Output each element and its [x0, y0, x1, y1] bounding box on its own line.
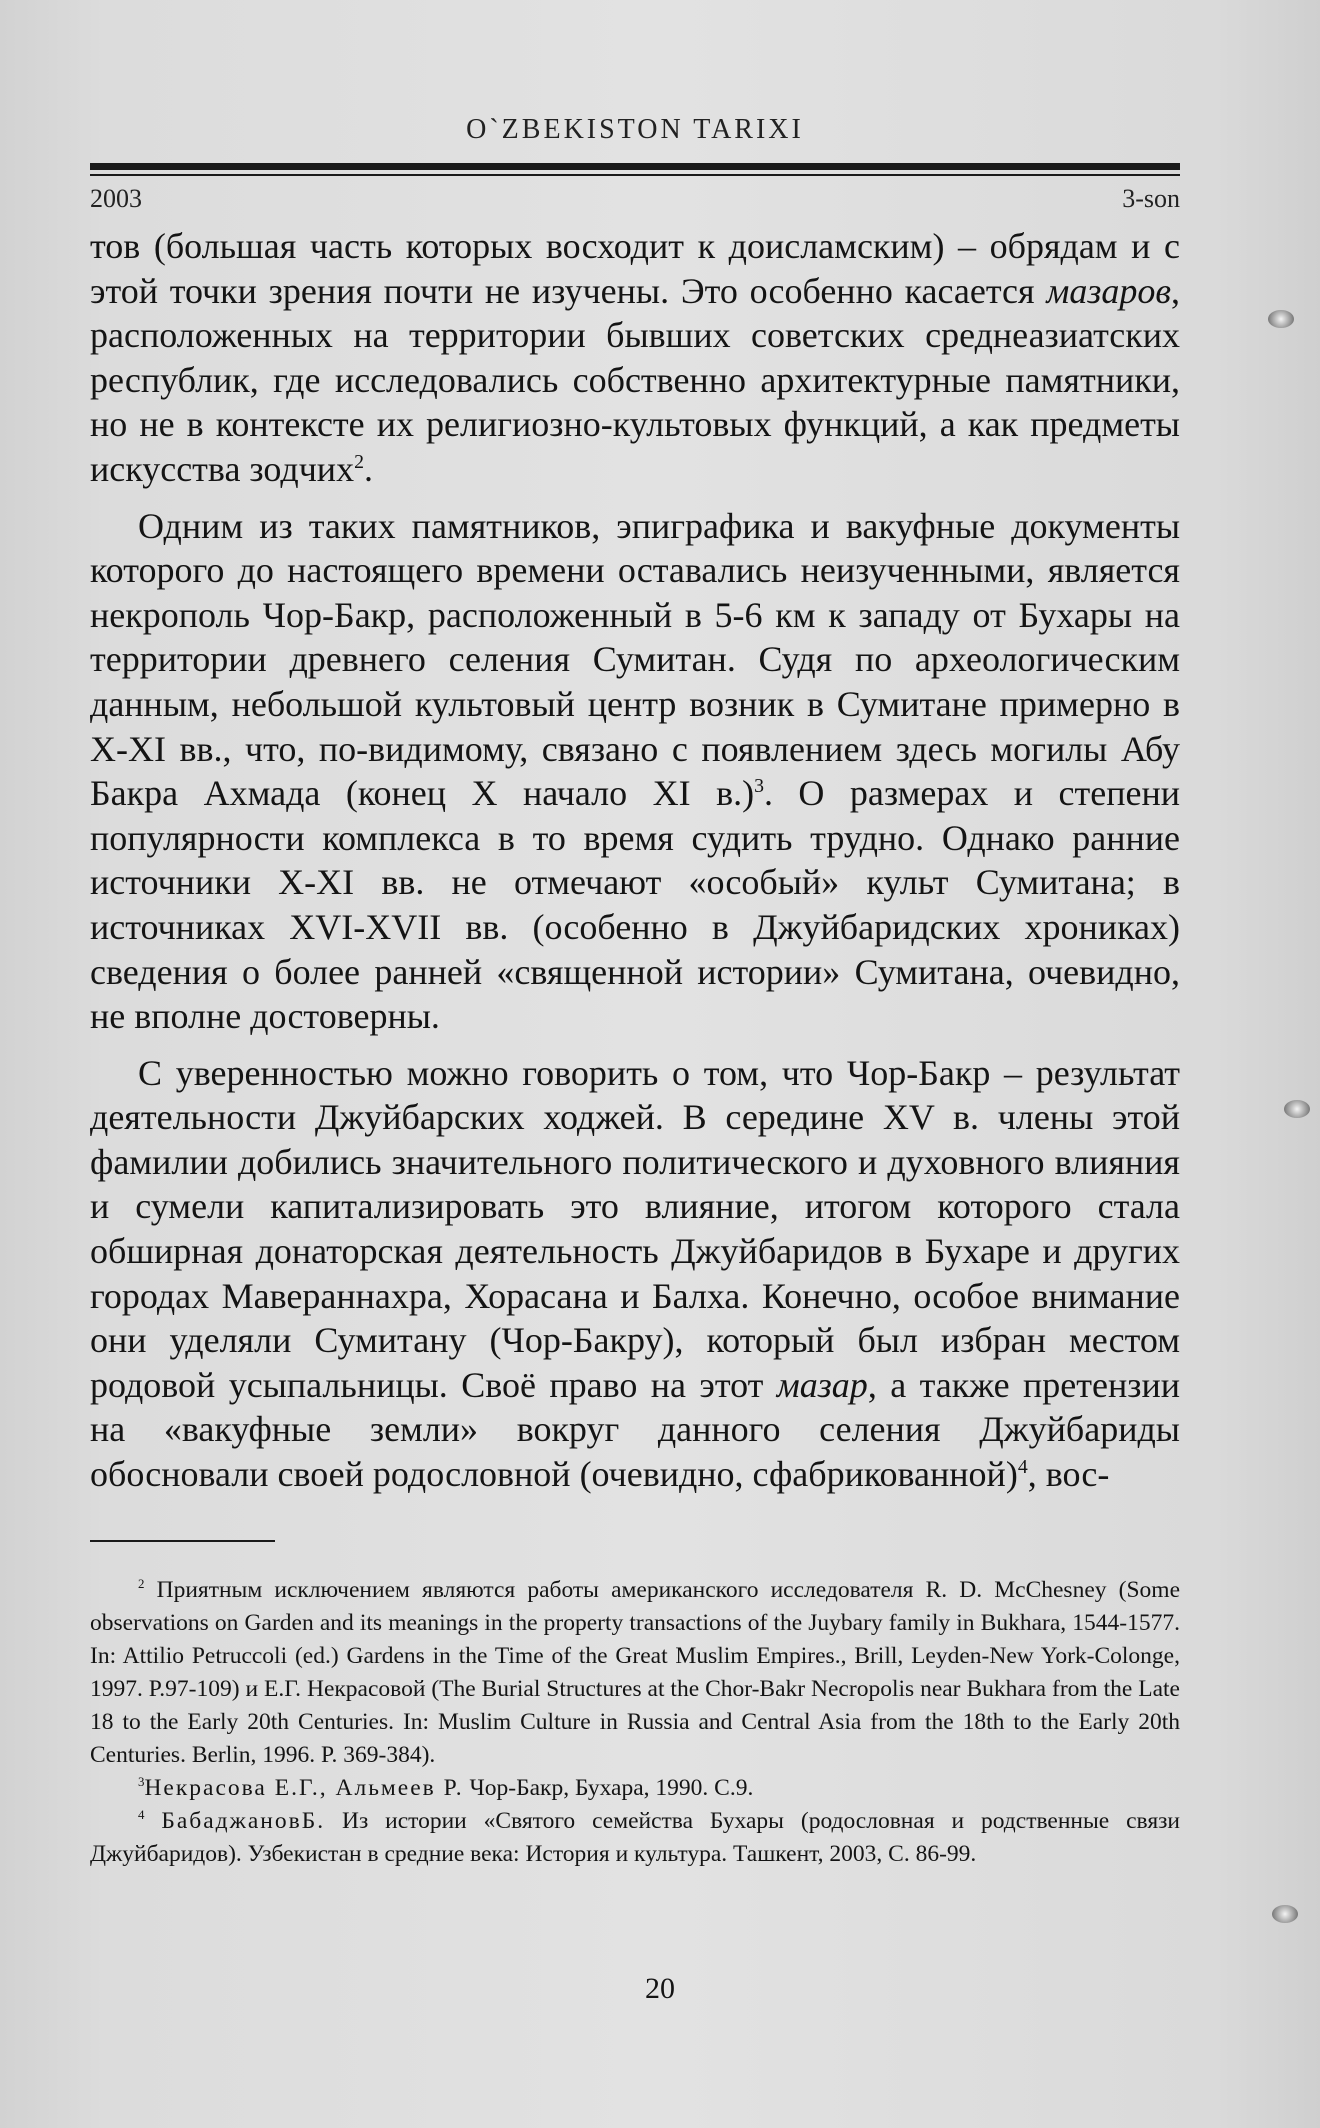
- binding-hole-mark: [1284, 1100, 1310, 1118]
- page-number: 20: [645, 1972, 675, 2005]
- article-body: [90, 224, 1180, 1497]
- footnote: $^2$ Приятным исключением являются работы американского исследователя R. D. McChesney (Some observations on Garden and its meanings in the property transactions of the Juybary family in Bukhara, 1544-1577. In: Attilio Petruccoli (ed.) Gardens in the Time of the Great Muslim Empires., Brill, Leyden-New York-Colonge, 1997. P.97-109) и Е.Г. Некрасовой (The Burial Structures at the Chor-Bakr Necropolis near Bukhara from the Late 18 to the Early 20th Centuries. In: Muslim Culture in Russia and Central Asia from the 18th to the Early 20th Centuries. Berlin, 1996. P. 369-384).: [90, 1576, 1181, 1768]
- paragraph: Одним из таких памятников, эпиграфика и вакуфные документы которого до настоящего времени оставались неизученными, является некрополь Чор-Бакр, расположенный в 5-6 км к западу от Бухары на территории древнего селения Сумитан. Судя по археологическим данным, небольшой культовый центр возник в Сумитане примерно в X-XI вв., что, по-видимому, связано с появлением здесь могилы Абу Бакра Ахмада (конец X начало XI в.)$^3$. О размерах и степени популярности комплекса в то время судить трудно. Однако ранние источники X-XI вв. не отмечают «особый» культ Сумитана; в источниках XVI-XVII вв. (особенно в Джуйбаридских хрониках) сведения о более ранней «священной истории» Сумитана, очевидно, не вполне достоверны.: [90, 505, 1180, 1037]
- footnote-rule: [90, 1540, 275, 1542]
- binding-hole-mark: [1268, 310, 1294, 328]
- binding-hole-mark: [1272, 1905, 1298, 1923]
- footnote-ref[interactable]: 4: [1017, 1456, 1028, 1479]
- footnote-ref[interactable]: 2: [354, 450, 364, 473]
- header-issue: 3-son: [1122, 184, 1180, 213]
- footnote: $^3$Некрасова Е.Г., Альмеев Р. Чор-Бакр, Бухара, 1990. С.9.: [138, 1774, 754, 1801]
- footnotes: [90, 1574, 1180, 1871]
- running-header: O`ZBEKISTON TARIXI: [466, 114, 804, 145]
- header-rule-thin: [90, 174, 1180, 176]
- header-year: 2003: [90, 184, 142, 213]
- footnote-ref[interactable]: 3: [754, 775, 764, 798]
- footnote: $^4$ БабаджановБ. Из истории «Святого семейства Бухары (родословная и родственные связи Джуйбаридов). Узбекистан в средние века: История и культура. Ташкент, 2003, С. 86-99.: [90, 1807, 1181, 1867]
- paragraph: С уверенностью можно говорить о том, что Чор-Бакр – результат деятельности Джуйбарских ходжей. В середине XV в. члены этой фамилии добились значительного политического и духовного влияния и сумели капитализировать это влияние, итогом которого стала обширная донаторская деятельность Джуйбаридов в Бухаре и других городах Мавераннахра, Хорасана и Балха. Конечно, особое внимание они уделяли Сумитану (Чор-Бакру), который был избран местом родовой усыпальницы. Своё право на этот мазар, а также претензии на «вакуфные земли» вокруг данного селения Джуйбариды обосновали своей родословной (очевидно, сфабрикованной)$^4$, вос-: [90, 1052, 1180, 1495]
- paragraph: тов (большая часть которых восходит к доисламским) – обрядам и с этой точки зрения почти не изучены. Это особенно касается мазаров, расположенных на территории бывших советских среднеазиатских республик, где исследовались собственно архитектурные памятники, но не в контексте их религиозно-культовых функций, а как предметы искусства зодчих$^2$.: [90, 226, 1180, 489]
- header-rule-thick: [90, 163, 1180, 170]
